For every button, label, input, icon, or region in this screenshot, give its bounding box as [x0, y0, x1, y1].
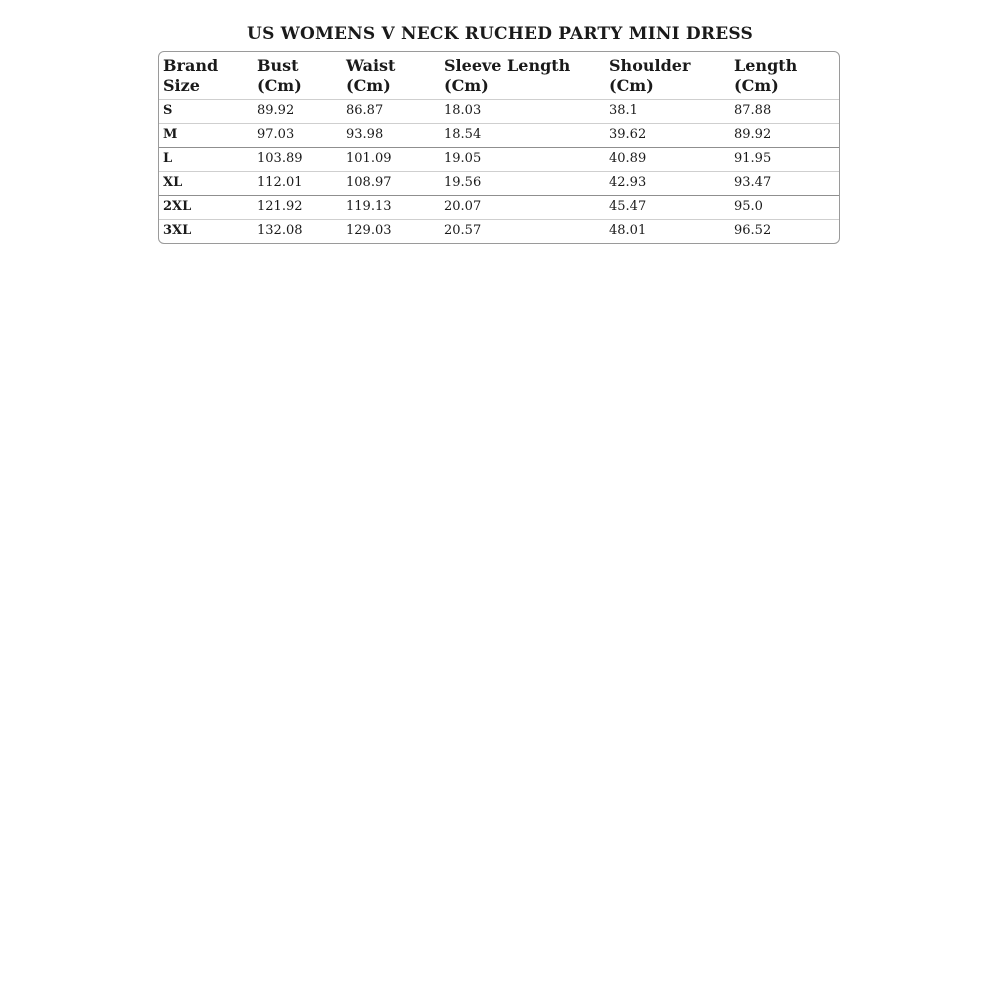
length-cell: 87.88 [730, 100, 839, 124]
waist-cell: 108.97 [342, 172, 440, 196]
size-cell: M [159, 124, 253, 148]
table-row [159, 100, 839, 124]
sleeve-length-cell: 20.57 [444, 223, 482, 238]
header-line: Length [734, 56, 798, 75]
length-cell: 93.47 [730, 172, 839, 196]
table-row [159, 172, 839, 196]
bust-cell: 89.92 [253, 100, 342, 124]
header-waist [342, 52, 440, 100]
header-line: Shoulder [609, 56, 691, 75]
header-line: Size [163, 76, 200, 95]
waist-cell: 129.03 [346, 223, 392, 238]
size-cell: XL [159, 172, 253, 196]
sleeve-length-cell: 19.56 [440, 172, 605, 196]
length-cell: 95.0 [730, 196, 839, 220]
bust-cell: 103.89 [253, 148, 342, 172]
waist-cell: 93.98 [342, 124, 440, 148]
shoulder-cell: 42.93 [605, 172, 730, 196]
sleeve-length-cell: 19.05 [440, 148, 605, 172]
bust-cell: 121.92 [253, 196, 342, 220]
bust-cell: 112.01 [253, 172, 342, 196]
header-line: (Cm) [444, 76, 489, 95]
page-title: US WOMENS V NECK RUCHED PARTY MINI DRESS [247, 24, 753, 44]
table-row [159, 148, 839, 172]
header-line: Brand [163, 56, 219, 75]
table-row [159, 124, 839, 148]
sleeve-length-cell: 18.03 [440, 100, 605, 124]
sleeve-length-cell: 18.54 [440, 124, 605, 148]
header-line: (Cm) [257, 76, 302, 95]
length-cell: 96.52 [734, 223, 772, 238]
header-line: Sleeve Length [444, 56, 571, 75]
header-length [730, 52, 839, 100]
shoulder-cell: 39.62 [605, 124, 730, 148]
header-brand-size [159, 52, 253, 100]
bust-cell: 132.08 [257, 223, 303, 238]
header-bust [253, 52, 342, 100]
header-line: Waist [346, 56, 396, 75]
shoulder-cell: 45.47 [605, 196, 730, 220]
header-shoulder [605, 52, 730, 100]
bust-cell: 97.03 [253, 124, 342, 148]
waist-cell: 119.13 [342, 196, 440, 220]
size-cell: 2XL [159, 196, 253, 220]
length-cell: 89.92 [730, 124, 839, 148]
header-line: Bust [257, 56, 299, 75]
size-cell: 3XL [163, 223, 192, 238]
shoulder-cell: 48.01 [609, 223, 647, 238]
table-row [159, 196, 839, 220]
header-sleeve-length [440, 52, 605, 100]
sleeve-length-cell: 20.07 [440, 196, 605, 220]
table-header-row [159, 52, 839, 100]
size-cell: S [159, 100, 253, 124]
header-line: (Cm) [609, 76, 654, 95]
header-line: (Cm) [346, 76, 391, 95]
shoulder-cell: 38.1 [605, 100, 730, 124]
waist-cell: 86.87 [342, 100, 440, 124]
size-chart-table [159, 52, 839, 243]
table-row [159, 220, 839, 244]
size-cell: L [159, 148, 253, 172]
waist-cell: 101.09 [342, 148, 440, 172]
shoulder-cell: 40.89 [605, 148, 730, 172]
length-cell: 91.95 [730, 148, 839, 172]
size-chart-table-container [158, 51, 840, 244]
header-line: (Cm) [734, 76, 779, 95]
